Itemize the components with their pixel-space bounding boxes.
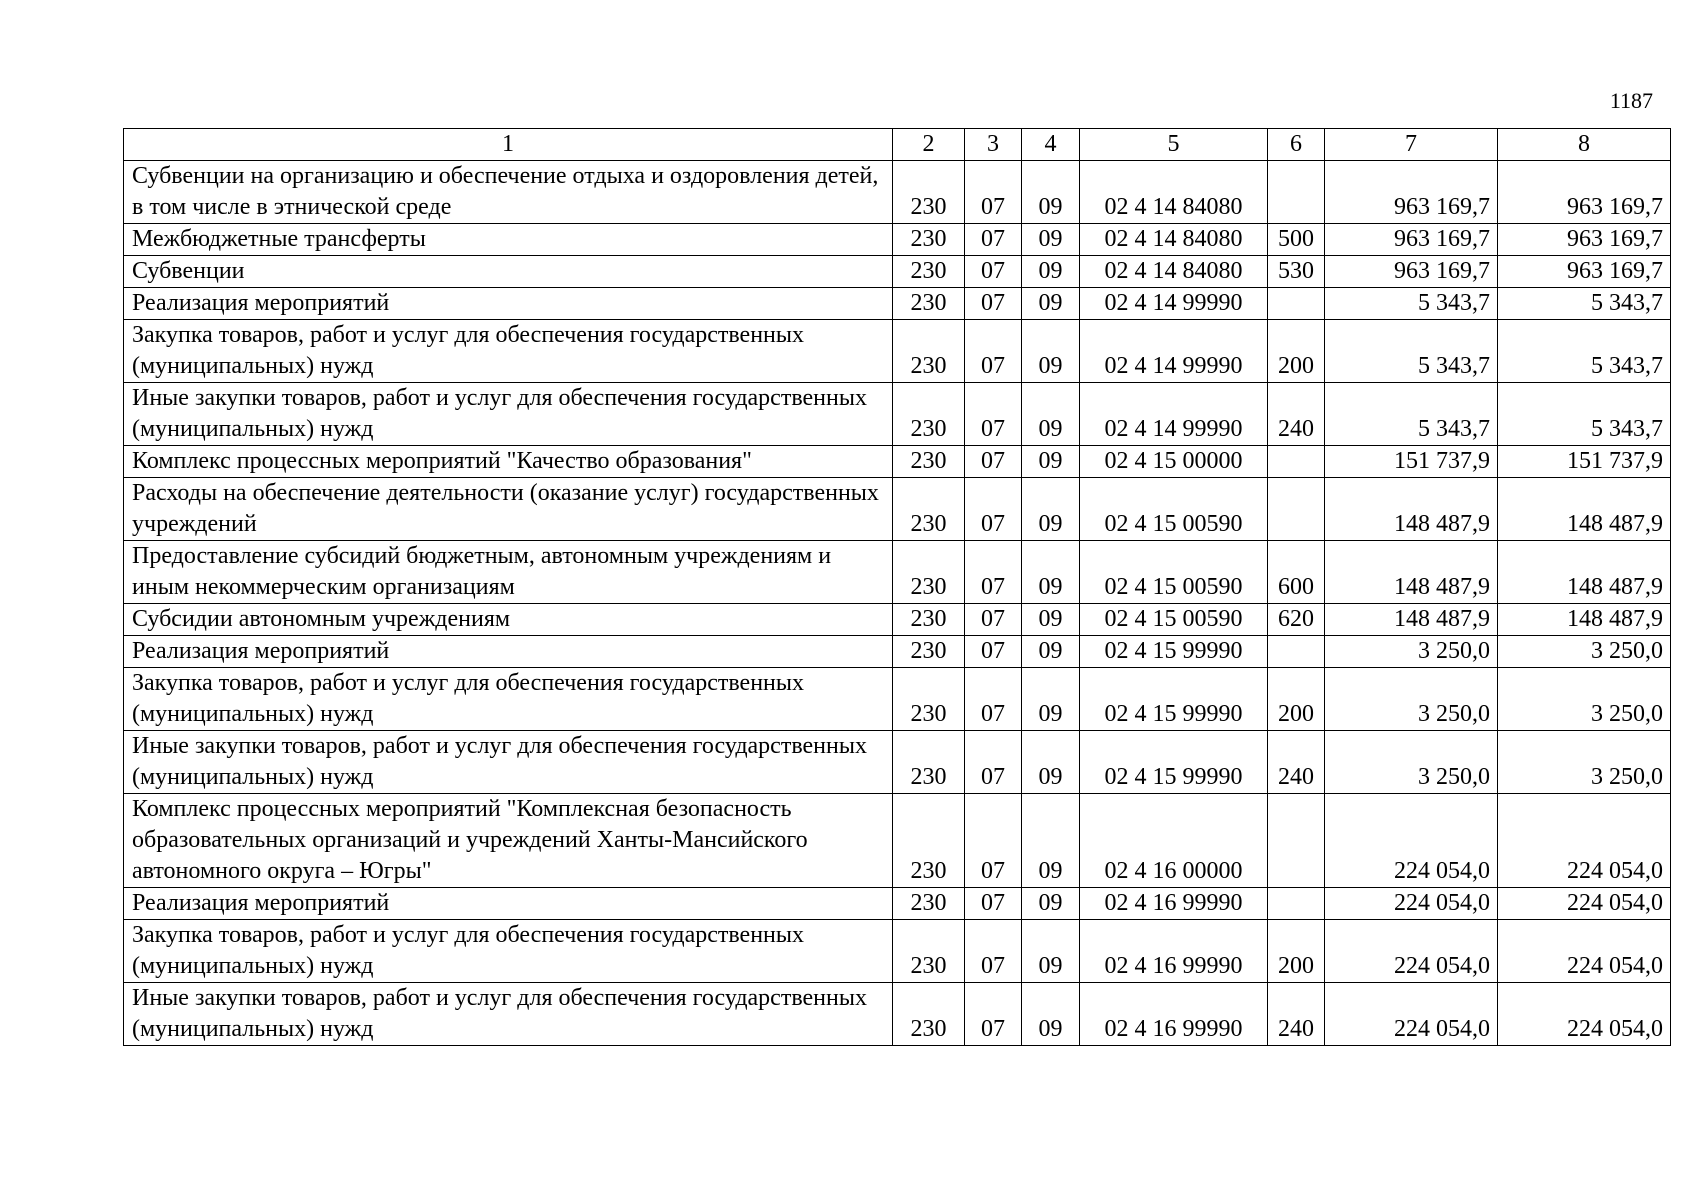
column-header: 6 xyxy=(1268,129,1325,161)
amount-col7-cell: 3 250,0 xyxy=(1325,668,1498,731)
table-header-row xyxy=(124,129,1671,161)
subsection-code-cell: 09 xyxy=(1022,383,1080,446)
amount-col8-cell: 3 250,0 xyxy=(1498,636,1671,668)
expense-type-cell: 620 xyxy=(1268,604,1325,636)
table-row xyxy=(124,636,1671,668)
section-code-cell: 07 xyxy=(965,320,1022,383)
column-header: 7 xyxy=(1325,129,1498,161)
column-header: 8 xyxy=(1498,129,1671,161)
section-code-cell: 07 xyxy=(965,288,1022,320)
subsection-code-cell: 09 xyxy=(1022,668,1080,731)
table-row xyxy=(124,288,1671,320)
amount-col7-cell: 5 343,7 xyxy=(1325,320,1498,383)
target-article-cell: 02 4 16 99990 xyxy=(1080,920,1268,983)
expense-type-cell xyxy=(1268,161,1325,224)
target-article-cell: 02 4 16 99990 xyxy=(1080,983,1268,1046)
amount-col7-cell: 963 169,7 xyxy=(1325,161,1498,224)
admin-code-cell: 230 xyxy=(893,224,965,256)
target-article-cell: 02 4 14 99990 xyxy=(1080,320,1268,383)
table-row xyxy=(124,794,1671,888)
target-article-cell: 02 4 14 99990 xyxy=(1080,383,1268,446)
column-header: 1 xyxy=(124,129,893,161)
column-header: 5 xyxy=(1080,129,1268,161)
target-article-cell: 02 4 16 99990 xyxy=(1080,888,1268,920)
amount-col8-cell: 224 054,0 xyxy=(1498,794,1671,888)
table-row xyxy=(124,478,1671,541)
amount-col7-cell: 224 054,0 xyxy=(1325,888,1498,920)
target-article-cell: 02 4 14 84080 xyxy=(1080,256,1268,288)
subsection-code-cell: 09 xyxy=(1022,888,1080,920)
amount-col8-cell: 963 169,7 xyxy=(1498,161,1671,224)
section-code-cell: 07 xyxy=(965,983,1022,1046)
row-name-cell: Закупка товаров, работ и услуг для обеспечения государственных (муниципальных) нужд xyxy=(124,920,893,983)
row-name-cell: Реализация мероприятий xyxy=(124,636,893,668)
section-code-cell: 07 xyxy=(965,541,1022,604)
table-row xyxy=(124,541,1671,604)
budget-table xyxy=(123,128,1671,1046)
expense-type-cell xyxy=(1268,478,1325,541)
amount-col8-cell: 148 487,9 xyxy=(1498,604,1671,636)
table-row xyxy=(124,668,1671,731)
section-code-cell: 07 xyxy=(965,636,1022,668)
section-code-cell: 07 xyxy=(965,731,1022,794)
amount-col7-cell: 148 487,9 xyxy=(1325,478,1498,541)
expense-type-cell: 200 xyxy=(1268,668,1325,731)
table-row xyxy=(124,224,1671,256)
section-code-cell: 07 xyxy=(965,224,1022,256)
target-article-cell: 02 4 15 00000 xyxy=(1080,446,1268,478)
amount-col7-cell: 224 054,0 xyxy=(1325,794,1498,888)
expense-type-cell xyxy=(1268,636,1325,668)
subsection-code-cell: 09 xyxy=(1022,256,1080,288)
amount-col8-cell: 3 250,0 xyxy=(1498,731,1671,794)
subsection-code-cell: 09 xyxy=(1022,478,1080,541)
table-row xyxy=(124,920,1671,983)
amount-col7-cell: 963 169,7 xyxy=(1325,224,1498,256)
amount-col7-cell: 5 343,7 xyxy=(1325,383,1498,446)
amount-col7-cell: 3 250,0 xyxy=(1325,731,1498,794)
table-row xyxy=(124,320,1671,383)
expense-type-cell: 200 xyxy=(1268,920,1325,983)
column-header: 3 xyxy=(965,129,1022,161)
section-code-cell: 07 xyxy=(965,478,1022,541)
target-article-cell: 02 4 15 00590 xyxy=(1080,604,1268,636)
table-row xyxy=(124,888,1671,920)
section-code-cell: 07 xyxy=(965,888,1022,920)
admin-code-cell: 230 xyxy=(893,161,965,224)
section-code-cell: 07 xyxy=(965,920,1022,983)
page-number: 1187 xyxy=(1609,88,1653,113)
row-name-cell: Закупка товаров, работ и услуг для обеспечения государственных (муниципальных) нужд xyxy=(124,668,893,731)
admin-code-cell: 230 xyxy=(893,541,965,604)
amount-col8-cell: 224 054,0 xyxy=(1498,888,1671,920)
target-article-cell: 02 4 15 99990 xyxy=(1080,668,1268,731)
section-code-cell: 07 xyxy=(965,256,1022,288)
admin-code-cell: 230 xyxy=(893,920,965,983)
subsection-code-cell: 09 xyxy=(1022,983,1080,1046)
section-code-cell: 07 xyxy=(965,446,1022,478)
amount-col8-cell: 3 250,0 xyxy=(1498,668,1671,731)
subsection-code-cell: 09 xyxy=(1022,288,1080,320)
admin-code-cell: 230 xyxy=(893,383,965,446)
section-code-cell: 07 xyxy=(965,604,1022,636)
amount-col7-cell: 224 054,0 xyxy=(1325,920,1498,983)
table-row xyxy=(124,446,1671,478)
amount-col8-cell: 224 054,0 xyxy=(1498,983,1671,1046)
amount-col7-cell: 148 487,9 xyxy=(1325,541,1498,604)
amount-col7-cell: 5 343,7 xyxy=(1325,288,1498,320)
amount-col8-cell: 224 054,0 xyxy=(1498,920,1671,983)
amount-col8-cell: 5 343,7 xyxy=(1498,320,1671,383)
subsection-code-cell: 09 xyxy=(1022,920,1080,983)
admin-code-cell: 230 xyxy=(893,794,965,888)
expense-type-cell: 500 xyxy=(1268,224,1325,256)
amount-col8-cell: 5 343,7 xyxy=(1498,288,1671,320)
amount-col7-cell: 963 169,7 xyxy=(1325,256,1498,288)
admin-code-cell: 230 xyxy=(893,668,965,731)
target-article-cell: 02 4 16 00000 xyxy=(1080,794,1268,888)
subsection-code-cell: 09 xyxy=(1022,446,1080,478)
amount-col7-cell: 151 737,9 xyxy=(1325,446,1498,478)
expense-type-cell: 240 xyxy=(1268,731,1325,794)
amount-col8-cell: 151 737,9 xyxy=(1498,446,1671,478)
expense-type-cell xyxy=(1268,446,1325,478)
admin-code-cell: 230 xyxy=(893,888,965,920)
row-name-cell: Иные закупки товаров, работ и услуг для обеспечения государственных (муниципальных) нужд xyxy=(124,983,893,1046)
table-row xyxy=(124,731,1671,794)
column-header: 4 xyxy=(1022,129,1080,161)
subsection-code-cell: 09 xyxy=(1022,320,1080,383)
row-name-cell: Иные закупки товаров, работ и услуг для обеспечения государственных (муниципальных) нужд xyxy=(124,731,893,794)
admin-code-cell: 230 xyxy=(893,478,965,541)
target-article-cell: 02 4 14 84080 xyxy=(1080,161,1268,224)
row-name-cell: Комплекс процессных мероприятий "Комплексная безопасность образовательных организаций и учреждений Ханты-Мансийского автономного округа – Югры" xyxy=(124,794,893,888)
target-article-cell: 02 4 15 99990 xyxy=(1080,731,1268,794)
admin-code-cell: 230 xyxy=(893,256,965,288)
amount-col7-cell: 148 487,9 xyxy=(1325,604,1498,636)
subsection-code-cell: 09 xyxy=(1022,636,1080,668)
admin-code-cell: 230 xyxy=(893,288,965,320)
admin-code-cell: 230 xyxy=(893,604,965,636)
amount-col8-cell: 5 343,7 xyxy=(1498,383,1671,446)
subsection-code-cell: 09 xyxy=(1022,161,1080,224)
row-name-cell: Реализация мероприятий xyxy=(124,288,893,320)
target-article-cell: 02 4 14 99990 xyxy=(1080,288,1268,320)
table-row xyxy=(124,604,1671,636)
admin-code-cell: 230 xyxy=(893,446,965,478)
row-name-cell: Расходы на обеспечение деятельности (оказание услуг) государственных учреждений xyxy=(124,478,893,541)
row-name-cell: Комплекс процессных мероприятий "Качество образования" xyxy=(124,446,893,478)
section-code-cell: 07 xyxy=(965,794,1022,888)
admin-code-cell: 230 xyxy=(893,320,965,383)
row-name-cell: Иные закупки товаров, работ и услуг для обеспечения государственных (муниципальных) нужд xyxy=(124,383,893,446)
target-article-cell: 02 4 15 99990 xyxy=(1080,636,1268,668)
row-name-cell: Субвенции на организацию и обеспечение отдыха и оздоровления детей, в том числе в этнической среде xyxy=(124,161,893,224)
amount-col8-cell: 963 169,7 xyxy=(1498,224,1671,256)
expense-type-cell xyxy=(1268,288,1325,320)
row-name-cell: Предоставление субсидий бюджетным, автономным учреждениям и иным некоммерческим организациям xyxy=(124,541,893,604)
expense-type-cell: 240 xyxy=(1268,983,1325,1046)
subsection-code-cell: 09 xyxy=(1022,731,1080,794)
expense-type-cell: 600 xyxy=(1268,541,1325,604)
section-code-cell: 07 xyxy=(965,668,1022,731)
admin-code-cell: 230 xyxy=(893,731,965,794)
target-article-cell: 02 4 14 84080 xyxy=(1080,224,1268,256)
column-header: 2 xyxy=(893,129,965,161)
table-row xyxy=(124,256,1671,288)
section-code-cell: 07 xyxy=(965,383,1022,446)
expense-type-cell: 530 xyxy=(1268,256,1325,288)
section-code-cell: 07 xyxy=(965,161,1022,224)
row-name-cell: Субсидии автономным учреждениям xyxy=(124,604,893,636)
amount-col8-cell: 963 169,7 xyxy=(1498,256,1671,288)
expense-type-cell xyxy=(1268,794,1325,888)
target-article-cell: 02 4 15 00590 xyxy=(1080,541,1268,604)
amount-col8-cell: 148 487,9 xyxy=(1498,541,1671,604)
subsection-code-cell: 09 xyxy=(1022,604,1080,636)
row-name-cell: Субвенции xyxy=(124,256,893,288)
amount-col7-cell: 3 250,0 xyxy=(1325,636,1498,668)
amount-col8-cell: 148 487,9 xyxy=(1498,478,1671,541)
table-row xyxy=(124,161,1671,224)
subsection-code-cell: 09 xyxy=(1022,224,1080,256)
row-name-cell: Реализация мероприятий xyxy=(124,888,893,920)
expense-type-cell: 200 xyxy=(1268,320,1325,383)
admin-code-cell: 230 xyxy=(893,983,965,1046)
admin-code-cell: 230 xyxy=(893,636,965,668)
amount-col7-cell: 224 054,0 xyxy=(1325,983,1498,1046)
subsection-code-cell: 09 xyxy=(1022,794,1080,888)
expense-type-cell: 240 xyxy=(1268,383,1325,446)
target-article-cell: 02 4 15 00590 xyxy=(1080,478,1268,541)
expense-type-cell xyxy=(1268,888,1325,920)
table-row xyxy=(124,383,1671,446)
subsection-code-cell: 09 xyxy=(1022,541,1080,604)
table-row xyxy=(124,983,1671,1046)
row-name-cell: Межбюджетные трансферты xyxy=(124,224,893,256)
row-name-cell: Закупка товаров, работ и услуг для обеспечения государственных (муниципальных) нужд xyxy=(124,320,893,383)
